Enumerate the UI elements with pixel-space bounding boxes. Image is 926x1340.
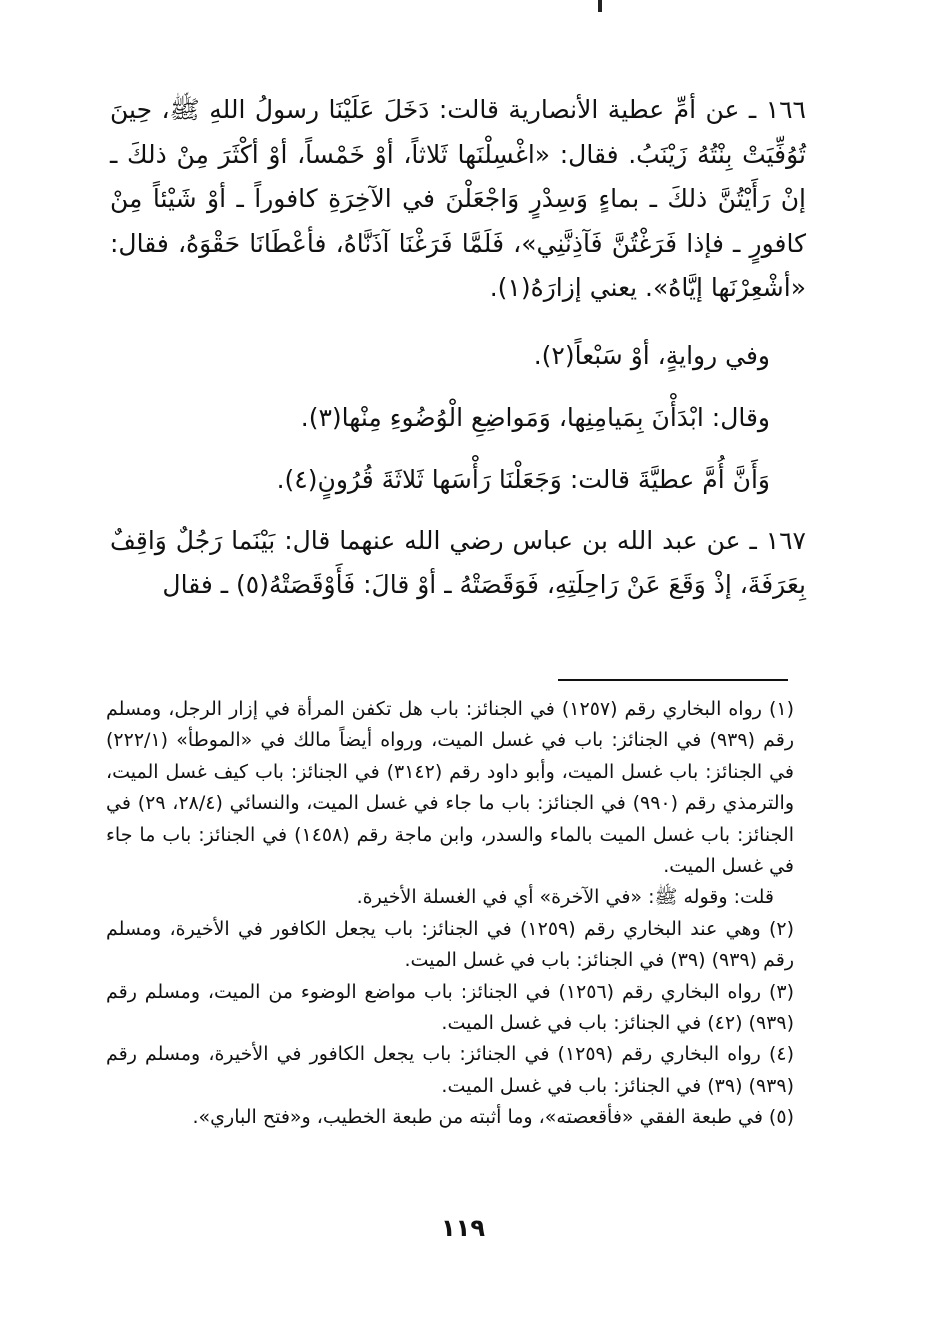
footnote-1: (١) رواه البخاري رقم (١٢٥٧) في الجنائز: باب هل تكفن المرأة في إزار الرجل، ومسلم رقم (٩٣٩) في الجنائز: باب في غسل الميت، ورواه أيضاً مالك في «الموطأ» (٢٢٢/١) في الجنائز: باب غسل الميت، وأبو داود رقم (٣١٤٢) في الجنائز: باب كيف غسل الميت، والترمذي رقم (٩٩٠) في الجنائز: باب ما جاء في غسل الميت، والنسائي (٢٨/٤، ٢٩) في الجنائز: باب غسل الميت بالماء والسدر، وابن ماجة رقم (١٤٥٨) في الجنائز: باب ما جاء في غسل الميت.: [106, 698, 795, 878]
footnote-3: (٣) رواه البخاري رقم (١٢٥٦) في الجنائز: باب مواضع الوضوء من الميت، ومسلم رقم (٩٣٩) (٤٢) في الجنائز: باب في غسل الميت.: [106, 980, 795, 1035]
hadith-166-variants: [110, 325, 806, 511]
variant-narration-2: وقال: ابْدَأْنَ بِمَيامِنِها، وَمَواضِعِ الْوُضُوءِ مِنْها(٣).: [300, 402, 770, 432]
footnote-2: (٢) وهي عند البخاري رقم (١٢٥٩) في الجنائز: باب يجعل الكافور في الأخيرة، ومسلم رقم (٩٣٩) (٣٩) في الجنائز: باب في غسل الميت.: [106, 917, 794, 972]
hadith-167-paragraph: ١٦٧ ـ عن عبد الله بن عباس رضي الله عنهما قال: بَيْنَما رَجُلٌ وَاقِفٌ بِعَرَفَةَ، إذْ وَقَعَ عَنْ رَاحِلَتِهِ، فَوَقَصَتْهُ ـ أوْ قالَ: فَأَوْقَصَتْهُ(٥) ـ فقال: [110, 525, 806, 599]
variant-narration-3: وَأَنَّ أُمَّ عطيَّةَ قالت: وَجَعَلْنَا رَأْسَها ثَلاثَةَ قُرُونٍ(٤).: [276, 464, 770, 494]
footnote-4: (٤) رواه البخاري رقم (١٢٥٩) في الجنائز: باب يجعل الكافور في الأخيرة، ومسلم رقم (٩٣٩) (٣٩) في الجنائز: باب في غسل الميت.: [106, 1043, 794, 1097]
variant-narration-1: وفي روايةٍ، أوْ سَبْعاً(٢).: [533, 340, 770, 370]
footnote-1-note: قلت: وقوله ﷺ: «في الآخرة» أي في الغسلة الأخيرة.: [356, 886, 774, 909]
hadith-166-paragraph: ١٦٦ ـ عن أمِّ عطية الأنصارية قالت: دَخَلَ عَلَيْنَا رسولُ اللهِ ﷺ، حِينَ تُوُفِّيَتْ بِنْتُهُ زَيْنَبُ. فقال: «اغْسِلْنَها ثَلاثاً، أوْ خَمْساً، أوْ أكْثَرَ مِنْ ذلكَ ـ إنْ رَأَيْتُنَّ ذلكَ ـ بماءٍ وَسِدْرٍ وَاجْعَلْنَ في الآخِرَةِ كافوراً ـ أوْ شَيْئاً مِنْ كافورٍ ـ فإذا فَرَغْتُنَّ فَآذِنَّنِي»، فَلَمَّا فَرَغْنَا آذَنَّاهُ، فأعْطَانَا حَقْوَهُ، فقال: «أشْعِرْنَها إيَّاهُ». يعني إزارَهُ(١).: [110, 95, 806, 302]
page-number: ١١٩: [441, 1214, 485, 1242]
footnote-5: (٥) في طبعة الفقي «فأقعصته»، وما أثبته من طبعة الخطيب، و«فتح الباري».: [192, 1106, 794, 1129]
footnotes: [106, 694, 818, 1134]
main-text: [110, 88, 806, 608]
scan-mark: [598, 0, 602, 12]
footnote-separator: [558, 679, 788, 681]
